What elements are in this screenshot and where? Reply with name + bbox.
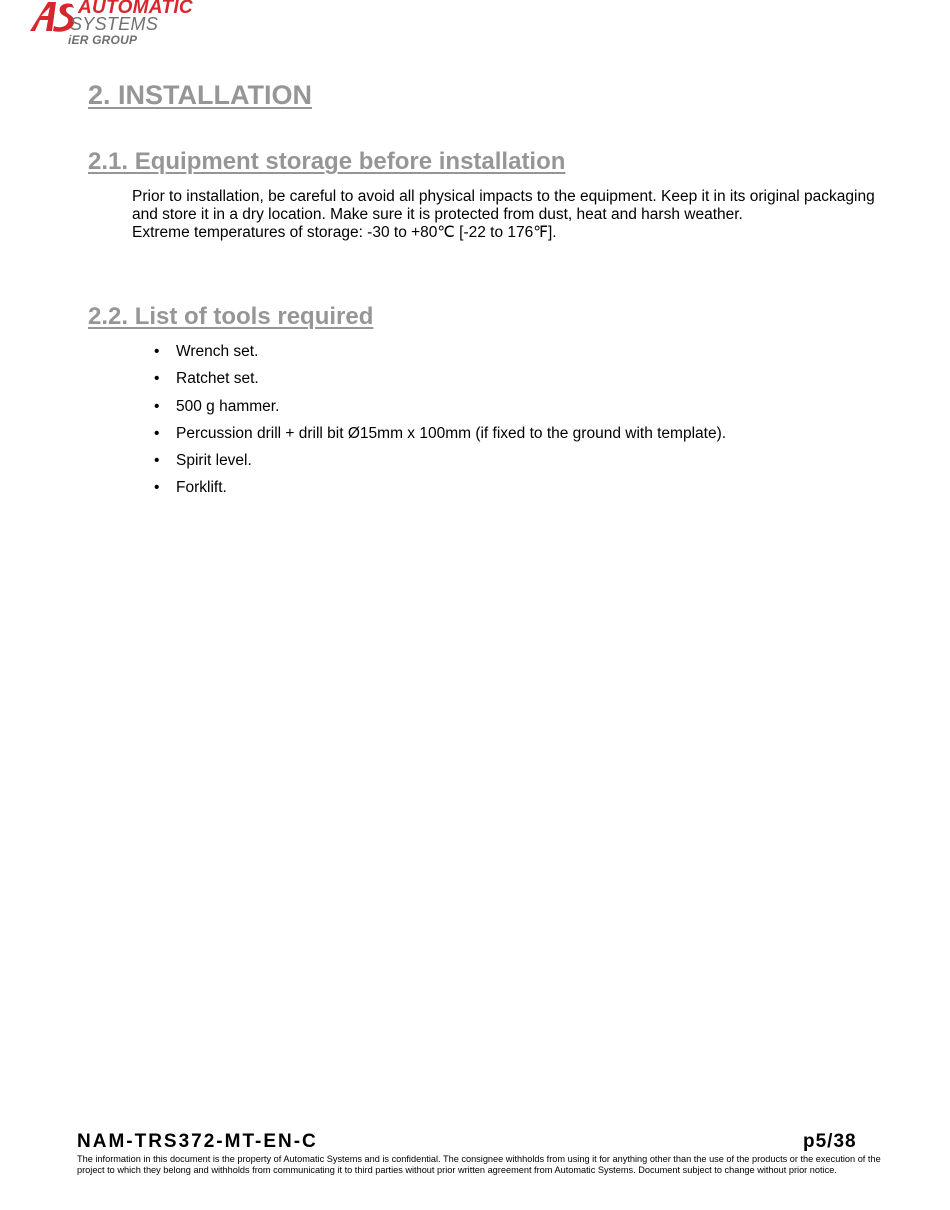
list-item <box>132 451 726 478</box>
storage-paragraph: Prior to installation, be careful to avoid all physical impacts to the equipment. Keep it in its original packaging and store it in a dry location. Make sure it is protected from dust, heat and harsh weather. <box>132 188 875 223</box>
confidentiality-notice: The information in this document is the property of Automatic Systems and is confidential. The consignee withholds from using it for anything other than the use of the products or the execution of the project to which they belong and withholds from communicating it to third parties without prior written agreement from Automatic Systems. Document subject to change without prior notice. <box>77 1154 881 1175</box>
tool-label: 500 g hammer. <box>176 397 280 415</box>
tool-label: Forklift. <box>176 479 227 497</box>
bullet-icon: • <box>154 370 160 388</box>
list-item <box>132 397 726 424</box>
list-item <box>132 424 726 451</box>
storage-temperatures: Extreme temperatures of storage: -30 to +80℃ [-22 to 176℉]. <box>132 224 557 241</box>
storage-heading: 2.1. Equipment storage before installation <box>88 148 566 175</box>
tool-label: Spirit level. <box>176 452 252 470</box>
tool-label: Wrench set. <box>176 343 259 360</box>
list-item <box>132 369 726 396</box>
section-title: 2. INSTALLATION <box>88 80 312 110</box>
bullet-icon: • <box>154 479 160 497</box>
document-code: NAM-TRS372-MT-EN-C <box>77 1131 318 1152</box>
list-item <box>132 478 726 505</box>
logo-text-automatic: AUTOMATIC <box>78 0 193 18</box>
bullet-icon: • <box>154 397 160 415</box>
tool-label: Ratchet set. <box>176 370 259 388</box>
tool-label: Percussion drill + drill bit Ø15mm x 100mm (if fixed to the ground with template). <box>176 424 727 442</box>
list-item <box>132 342 726 369</box>
logo-text-systems: SYSTEMS <box>70 14 159 34</box>
bullet-icon: • <box>154 343 160 360</box>
bullet-icon: • <box>154 424 160 442</box>
tools-list <box>132 342 726 506</box>
logo-text-group: iER GROUP <box>68 33 138 47</box>
page-number: p5/38 <box>803 1131 857 1152</box>
company-logo <box>28 0 198 48</box>
bullet-icon: • <box>154 452 160 470</box>
storage-text <box>132 188 902 242</box>
tools-heading: 2.2. List of tools required <box>88 303 374 330</box>
